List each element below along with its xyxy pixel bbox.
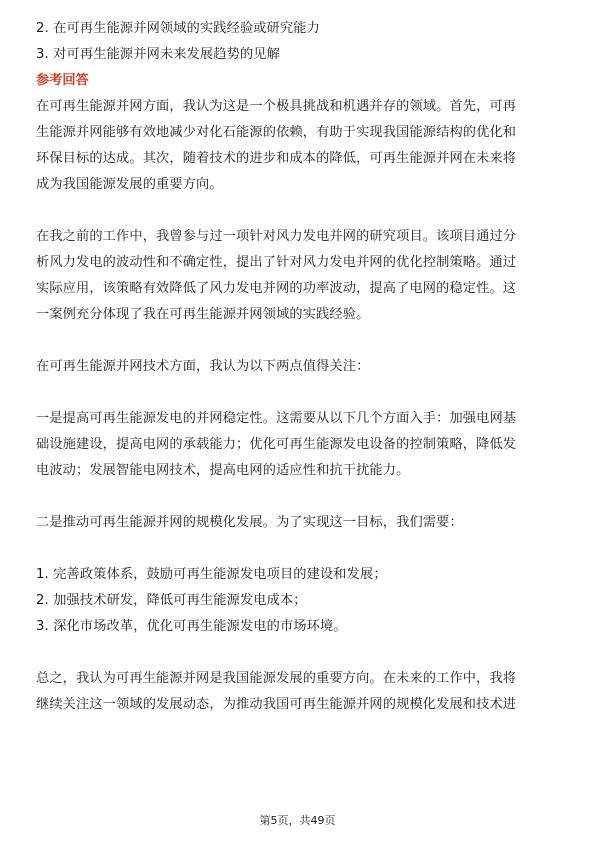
paragraph-experience xyxy=(36,224,559,328)
text-line: 析风力发电的波动性和不确定性，提出了针对风力发电并网的优化控制策略。通过 xyxy=(36,255,517,270)
paragraph-stability xyxy=(36,406,559,484)
document-page xyxy=(36,16,559,718)
text-line: 在我之前的工作中，我曾参与过一项针对风力发电并网的研究项目。该项目通过分 xyxy=(36,229,517,244)
text-line: 环保目标的达成。其次，随着技术的进步和成本的降低，可再生能源并网在未来将 xyxy=(36,151,517,166)
text-line: 总之，我认为可再生能源并网是我国能源发展的重要方向。在未来的工作中，我将 xyxy=(36,671,517,686)
text-line: 在可再生能源并网方面，我认为这是一个极具挑战和机遇并存的领域。首先，可再 xyxy=(36,99,517,114)
measure-list xyxy=(36,562,559,640)
paragraph-conclusion xyxy=(36,666,559,718)
list-item: 2. 加强技术研发，降低可再生能源发电成本； xyxy=(36,593,307,608)
question-item: 3. 对可再生能源并网未来发展趋势的见解 xyxy=(36,47,280,62)
paragraph-tech-intro xyxy=(36,354,559,380)
list-item: 1. 完善政策体系，鼓励可再生能源发电项目的建设和发展； xyxy=(36,567,387,582)
text-line: 础设施建设，提高电网的承载能力；优化可再生能源发电设备的控制策略，降低发 xyxy=(36,437,517,452)
text-line: 在可再生能源并网技术方面，我认为以下两点值得关注： xyxy=(36,359,370,374)
text-line: 继续关注这一领域的发展动态，为推动我国可再生能源并网的规模化发展和技术进 xyxy=(36,697,517,712)
text-line: 二是推动可再生能源并网的规模化发展。为了实现这一目标，我们需要： xyxy=(36,515,463,530)
text-line: 生能源并网能够有效地减少对化石能源的依赖，有助于实现我国能源结构的优化和 xyxy=(36,125,517,140)
list-item: 3. 深化市场改革，优化可再生能源发电的市场环境。 xyxy=(36,619,347,634)
text-line: 实际应用，该策略有效降低了风力发电并网的功率波动，提高了电网的稳定性。这 xyxy=(36,281,517,296)
text-line: 一是提高可再生能源发电的并网稳定性。这需要从以下几个方面入手：加强电网基 xyxy=(36,411,517,426)
text-line: 一案例充分体现了我在可再生能源并网领域的实践经验。 xyxy=(36,307,370,322)
question-item: 2. 在可再生能源并网领域的实践经验或研究能力 xyxy=(36,21,320,36)
paragraph-intro xyxy=(36,94,559,198)
page-number: 第5页，共49页 xyxy=(259,814,336,827)
paragraph-scale xyxy=(36,510,559,536)
answer-heading: 参考回答 xyxy=(36,73,89,88)
text-line: 电波动；发展智能电网技术，提高电网的适应性和抗干扰能力。 xyxy=(36,463,410,478)
text-line: 成为我国能源发展的重要方向。 xyxy=(36,177,223,192)
